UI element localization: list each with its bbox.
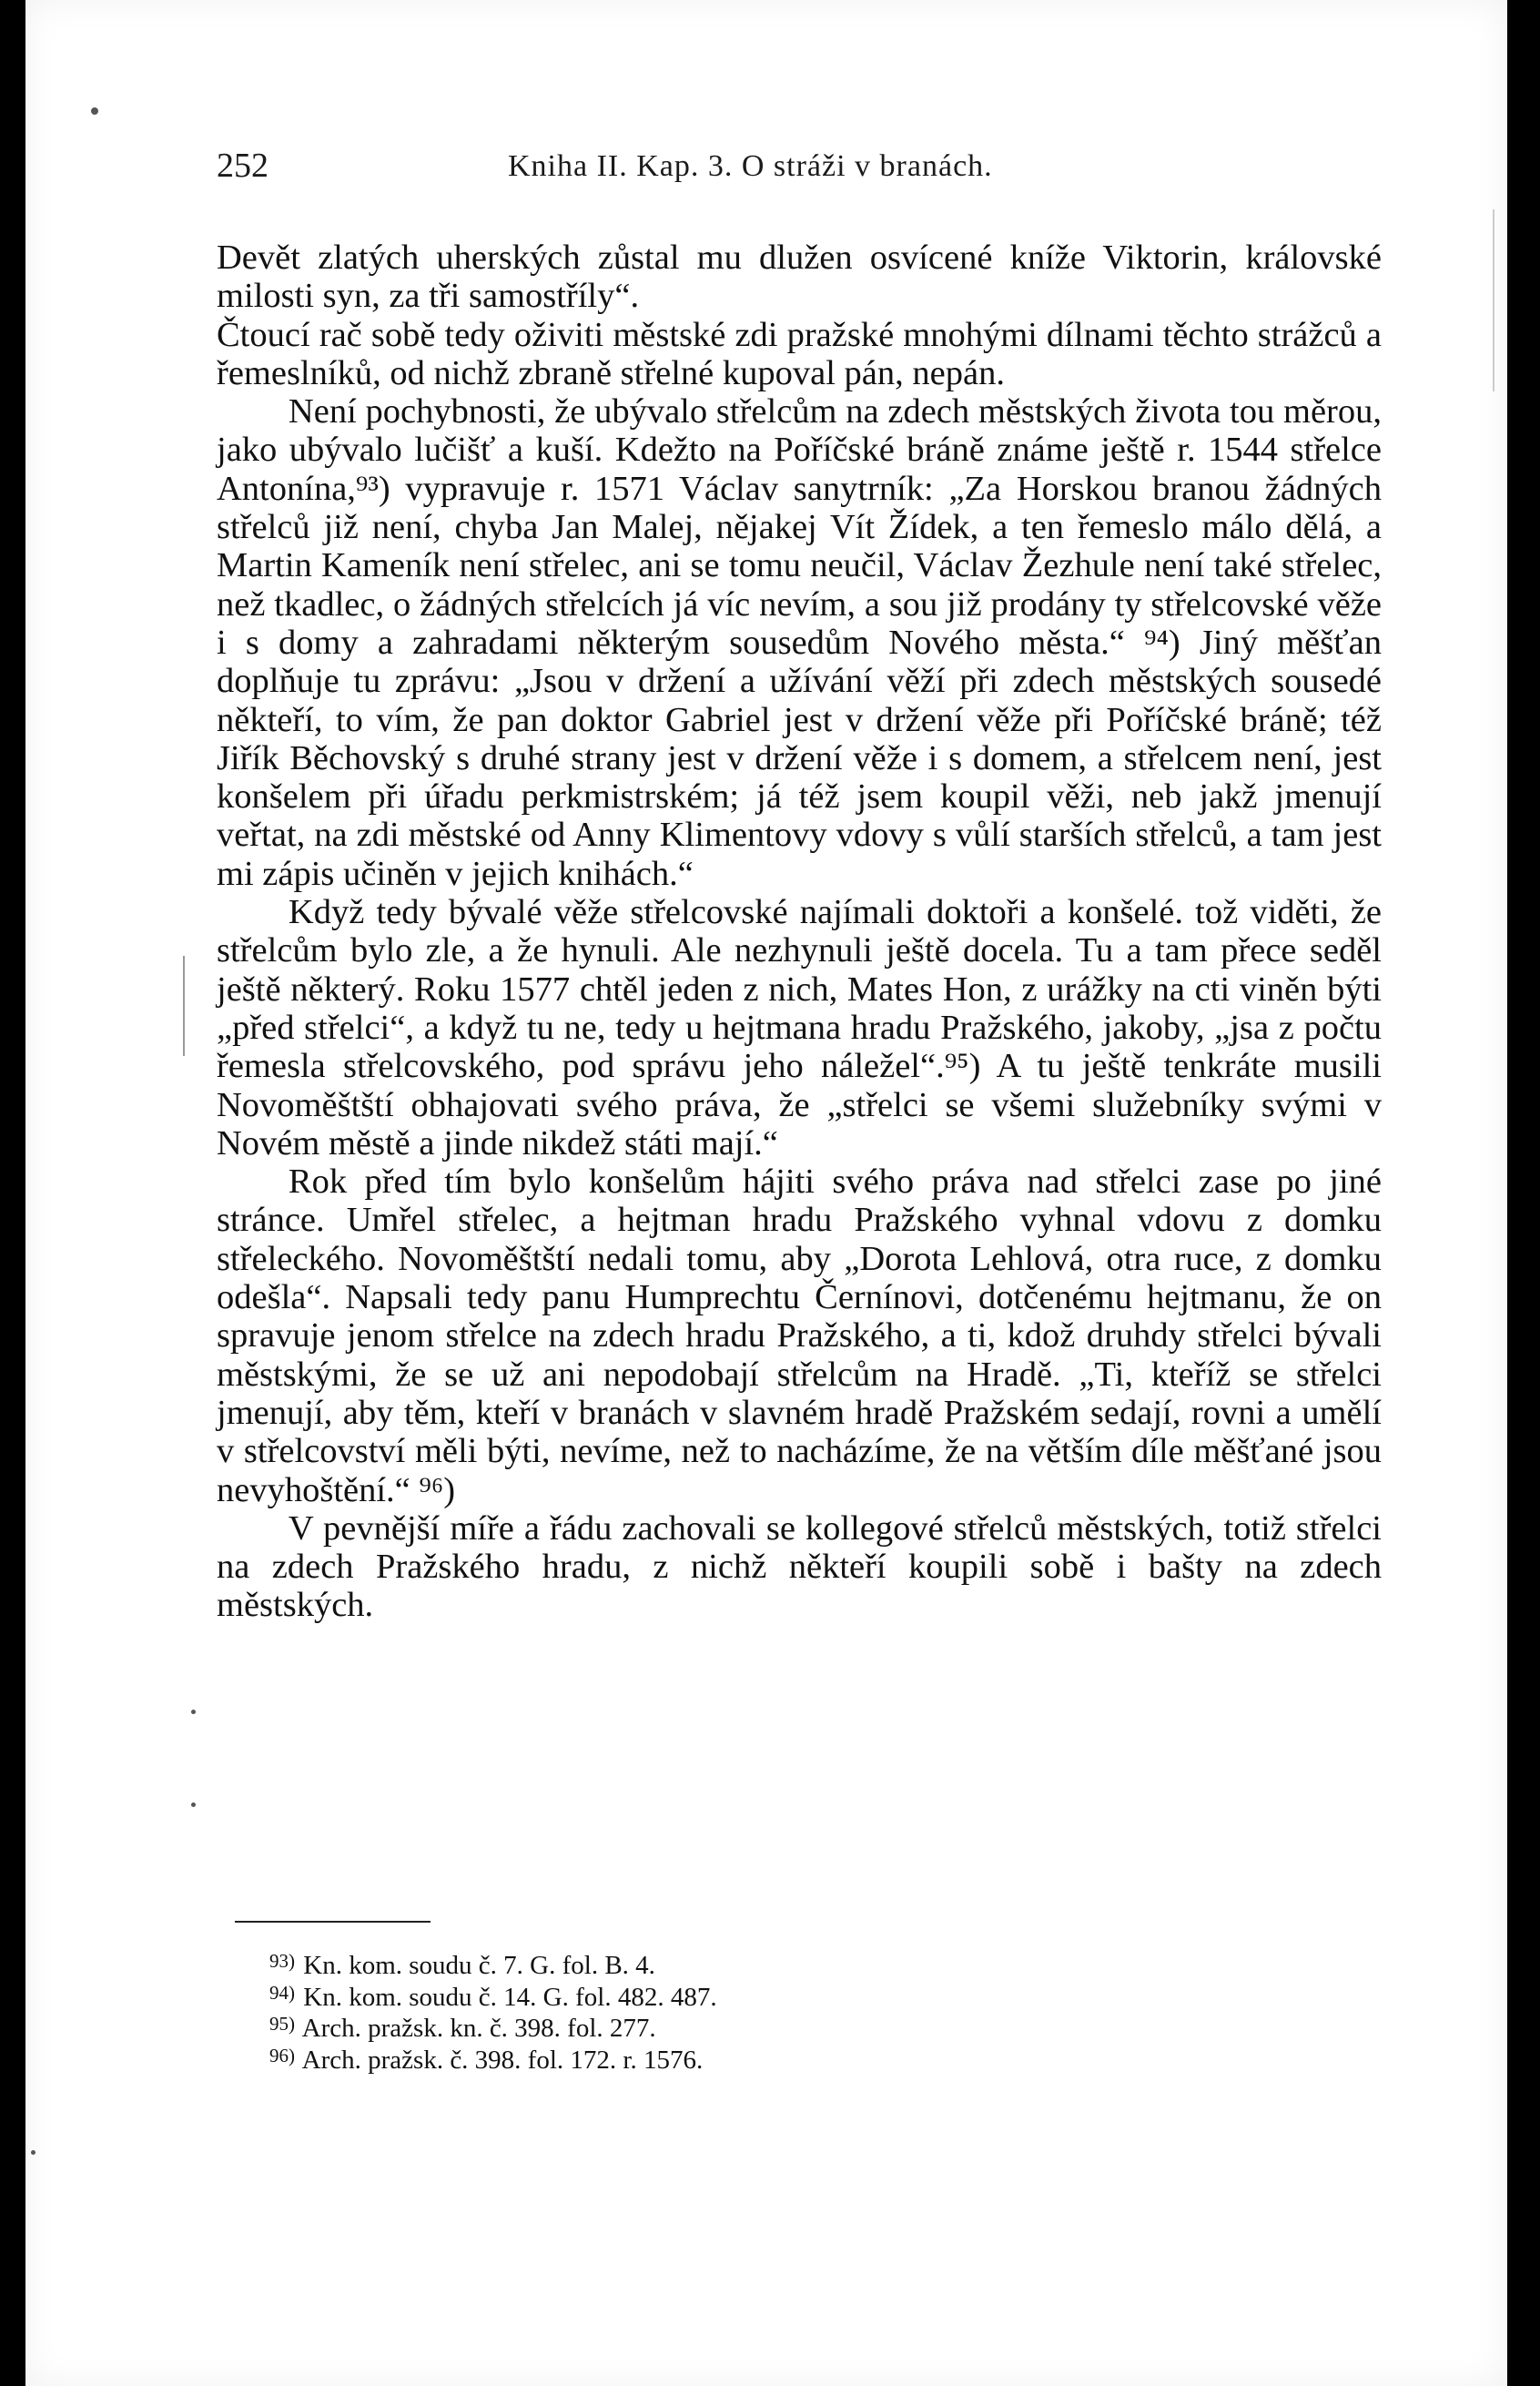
scan-speck bbox=[31, 2150, 35, 2155]
page-number: 252 bbox=[217, 147, 268, 185]
footnote-marker: 93) bbox=[269, 1950, 295, 1972]
footnote-marker: 94) bbox=[269, 1981, 295, 2004]
footnote-separator bbox=[235, 1921, 431, 1923]
scan-edge-mark bbox=[1493, 209, 1494, 391]
footnote-text: Kn. kom. soudu č. 7. G. fol. B. 4. bbox=[303, 1951, 655, 1980]
scan-speck bbox=[91, 107, 98, 115]
paragraph: Když tedy bývalé věže střelcovské najímali doktoři a konšelé. tož viděti, že střelcům bylo zle, a že hynuli. Ale nezhynuli ještě docela. Tu a tam přece seděl ještě některý. Roku 1577 chtěl jeden z nich, Mates Hon, z urážky na cti viněn býti „před střelci“, a když tu ne, tedy u hejtmana hradu Pražského, jakoby, „jsa z počtu řemesla střelcovského, pod správu jeho náležel“.⁹⁵) A tu ještě tenkráte musili Novoměštští obhajovati svého práva, že „střelci se všemi služebníky svými v Novém městě a jinde nikdež státi mají.“ bbox=[217, 893, 1382, 1163]
paragraph: Není pochybnosti, že ubývalo střelcům na zdech městských života tou měrou, jako ubývalo lučišť a kuší. Kdežto na Poříčské bráně známe ještě r. 1544 střelce Antonína,⁹³) vypravuje r. 1571 Václav sanytrník: „Za Horskou branou žádných střelců již není, chyba Jan Malej, nějakej Vít Žídek, a ten řemeslo málo dělá, a Martin Kameník není střelec, ani se tomu neučil, Václav Žezhule není také střelec, než tkadlec, o žádných střelcích já víc nevím, a sou již prodány ty střelcovské věže i s domy a zahradami některým sousedům Nového města.“ ⁹⁴) Jiný měšťan doplňuje tu zprávu: „Jsou v držení a užívání věží při zdech městských sousedé někteří, to vím, že pan doktor Gabriel jest v držení věže při Poříčské bráně; též Jiřík Běchovský s druhé strany jest v držení věže i s domem, a střelcem není, jest konšelem při úřadu perkmistrském; já též jsem koupil věži, neb jakž jmenují veřtat, na zdi městské od Anny Klimentovy vdovy s vůlí starších střelců, a tam jest mi zápis učiněn v jejich knihách.“ bbox=[217, 392, 1382, 893]
footnote bbox=[269, 2045, 1180, 2076]
footnote-marker: 96) bbox=[269, 2044, 295, 2066]
footnotes bbox=[269, 1950, 1180, 2076]
running-head: Kniha II. Kap. 3. O stráži v branách. bbox=[508, 149, 993, 183]
footnote-text: Arch. pražsk. č. 398. fol. 172. r. 1576. bbox=[301, 2045, 704, 2075]
paragraph: V pevnější míře a řádu zachovali se kollegové střelců městských, totiž střelci na zdech Pražského hradu, z nichž někteří koupili sobě i bašty na zdech městských. bbox=[217, 1508, 1382, 1625]
paragraph-continued: Devět zlatých uherských zůstal mu dlužen osvícené kníže Viktorin, královské milosti syn, za tři samostříly“. bbox=[217, 239, 1382, 316]
footnote-text: Kn. kom. soudu č. 14. G. fol. 482. 487. bbox=[303, 1982, 717, 2012]
paragraph: Čtoucí rač sobě tedy oživiti městské zdi pražské mnohými dílnami těchto strážců a řemeslníků, od nichž zbraně střelné kupoval pán, nepán. bbox=[217, 315, 1382, 392]
scan-speck bbox=[191, 1802, 196, 1807]
footnote-marker: 95) bbox=[269, 2013, 295, 2036]
footnote bbox=[269, 1950, 1180, 1982]
scan-speck bbox=[191, 1710, 196, 1714]
page-header bbox=[217, 146, 1382, 209]
footnote bbox=[269, 1982, 1180, 2014]
scan-edge-mark bbox=[183, 956, 185, 1056]
footnote bbox=[269, 2013, 1180, 2045]
footnote-text: Arch. pražsk. kn. č. 398. fol. 277. bbox=[301, 2014, 656, 2044]
body-text bbox=[217, 239, 1382, 1625]
paragraph: Rok před tím bylo konšelům hájiti svého práva nad střelci zase po jiné stránce. Umřel střelec, a hejtman hradu Pražského vyhnal vdovu z domku střeleckého. Novoměštští nedali tomu, aby „Dorota Lehlová, otra ruce, z domku odešla“. Napsali tedy panu Humprechtu Černínovi, dotčenému hejtmanu, že on spravuje jenom střelce na zdech hradu Pražského, a ti, kdož druhdy střelci bývali městskými, že se už ani nepodobají střelcům na Hradě. „Ti, kteříž se střelci jmenují, aby těm, kteří v branách v slavném hradě Pražském sedají, rovni a umělí v střelcovství měli býti, nevíme, než to nacházíme, že na větším díle měšťané jsou nevyhoštění.“ ⁹⁶) bbox=[217, 1163, 1382, 1509]
book-page bbox=[25, 0, 1507, 2386]
